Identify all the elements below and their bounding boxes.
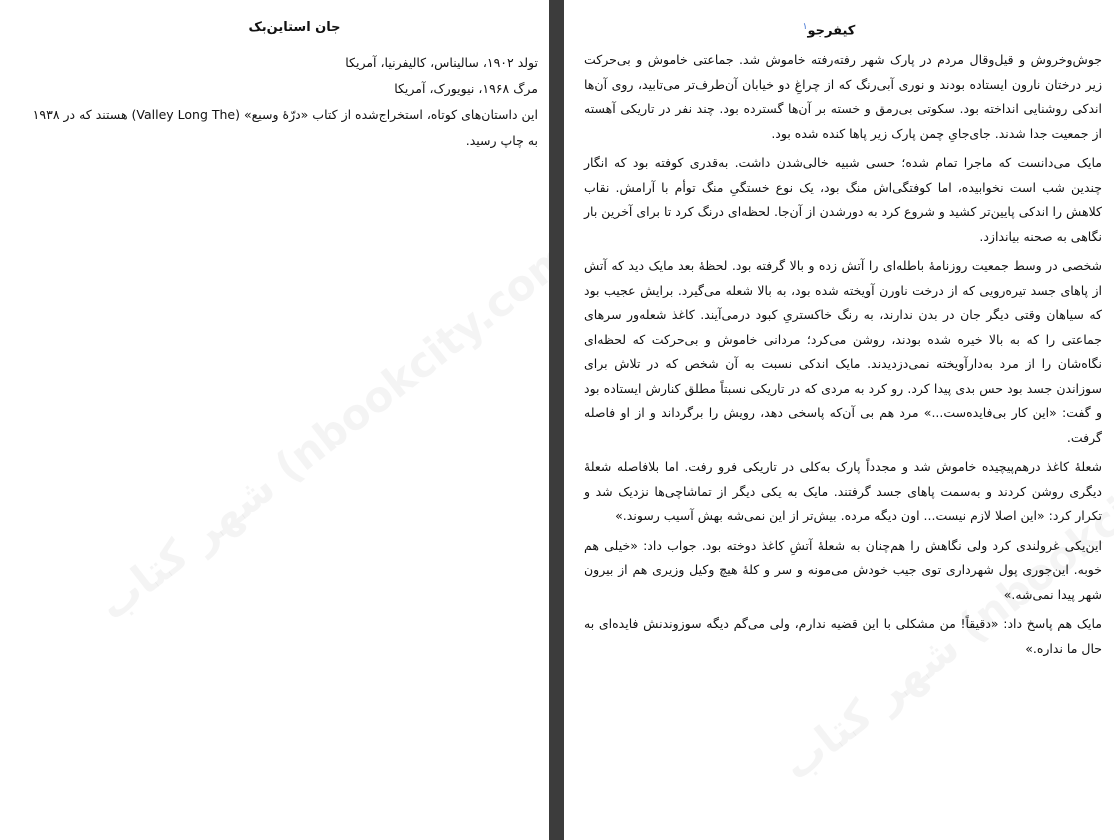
watermark — [89, 219, 549, 630]
paragraph: شخصی در وسط جمعیت روزنامهٔ باطله‌ای را آتش زده و بالا گرفته بود. لحظهٔ بعد مایک دید که آتش از پاهای جسد تیره‌رویی که از درخت ناورن آویخته شده بود، به بالا شعله می‌گیرد. برایش عجیب بود که سیاهان وقتی دیگر جان در بدن ندارند، به رنگ خاکستریِ کبود درمی‌آیند. کاغذ شعله‌ور سرهای جماعتی را که به بالا خیره شده بودند، روشن می‌کرد؛ مردانی خاموش و بی‌حرکت که لحظه‌ای نگاه‌شان را از مرد به‌دارآویخته نمی‌دزدیدند. مایک اندکی نسبت به آن شخص که در تلاش برای سوزاندن جسد بود حس بدی پیدا کرد. رو کرد به مردی که در تاریکی نسبتاً مطلق کنارش ایستاده بود و گفت: «این کار بی‌فایده‌ست...» مرد هم بی آن‌که پاسخی دهد، رویش را برگرداند و از او فاصله گرفت. — [584, 258, 1102, 445]
paragraph: شعلهٔ کاغذ درهم‌پیچیده خاموش شد و مجدداً پارک به‌کلی در تاریکی فرو رفت. اما بلافاصله شعلهٔ دیگری روشن کردند و به‌سمت پاهای جسد گرفتند. مایک به یکی دیگر از تماشاچی‌ها نزدیک شد و تکرار کرد: «این اصلا لازم نیست... اون دیگه مرده. بیش‌تر از این نمی‌شه بهش آسیب رسوند.» — [584, 459, 1102, 523]
paragraph: مایک هم پاسخ داد: «دقیقاً! من مشکلی با این قضیه ندارم، ولی می‌گم دیگه سوزوندنش فایده‌ای به حال ما نداره.» — [584, 616, 1102, 656]
story-body — [584, 48, 1102, 666]
paragraph: این‌یکی غرولندی کرد ولی نگاهش را هم‌چنان به شعلهٔ آتشِ کاغذ دوخته بود. جواب داد: «خیلی هم خوبه. این‌جوری پول شهرداری توی جیب خودش می‌مونه و سر و کلهٔ هیچ وکیل وزیری هم از بیرون شهر پیدا نمی‌شه.» — [584, 537, 1102, 602]
birth-line: تولد ۱۹۰۲، سالیناس، کالیفرنیا، آمریکا — [345, 55, 538, 70]
source-note: این داستان‌های کوتاه، استخراج‌شده از کتاب «درّهٔ وسیع» (Valley Long The) هستند که در ۱۹۳۸ به چاپ رسید. — [32, 107, 538, 148]
left-page — [0, 0, 549, 840]
story-title-text: کیفرجو — [807, 23, 856, 39]
page-gutter — [549, 0, 564, 840]
author-bio — [20, 50, 538, 154]
footnote-marker[interactable]: ۱ — [802, 22, 808, 32]
death-line: مرگ ۱۹۶۸، نیویورک، آمریکا — [394, 81, 538, 96]
right-page — [564, 0, 1114, 840]
author-name: جان استاین‌بک — [248, 20, 341, 35]
paragraph: جوش‌وخروش و قیل‌وقال مردم در پارک شهر رفته‌رفته خاموش شد. جماعتی خاموش و بی‌حرکت زیر درختان نارون ایستاده بودند و نوری آبی‌رنگ که از چراغِ دو خیابان آن‌طرف‌تر می‌تابید، روی آن‌ها اندکی روشنایی انداخته بود. سکوتی بی‌رمق و خسته بر آن‌ها گسترده بود. چند نفر در تاریکی آهسته از جمعیت جدا شدند. جای‌جایِ چمن پارک زیر پاها کنده شده بود. — [584, 52, 1102, 141]
paragraph: مایک می‌دانست که ماجرا تمام شده؛ حسی شبیه خالی‌شدن داشت. به‌قدری کوفته بود که انگار چندین شب است نخوابیده، اما کوفتگی‌اش منگ بود، یک نوع خستگیِ منگ توأم با آرامش. نقاب کلاهش را اندکی پایین‌تر کشید و شروع کرد به دورشدن از آن‌جا. لحظه‌ای درنگ کرد تا برای آخرین بار نگاهی به صحنه بیاندازد. — [584, 155, 1102, 244]
story-title — [564, 22, 1114, 38]
